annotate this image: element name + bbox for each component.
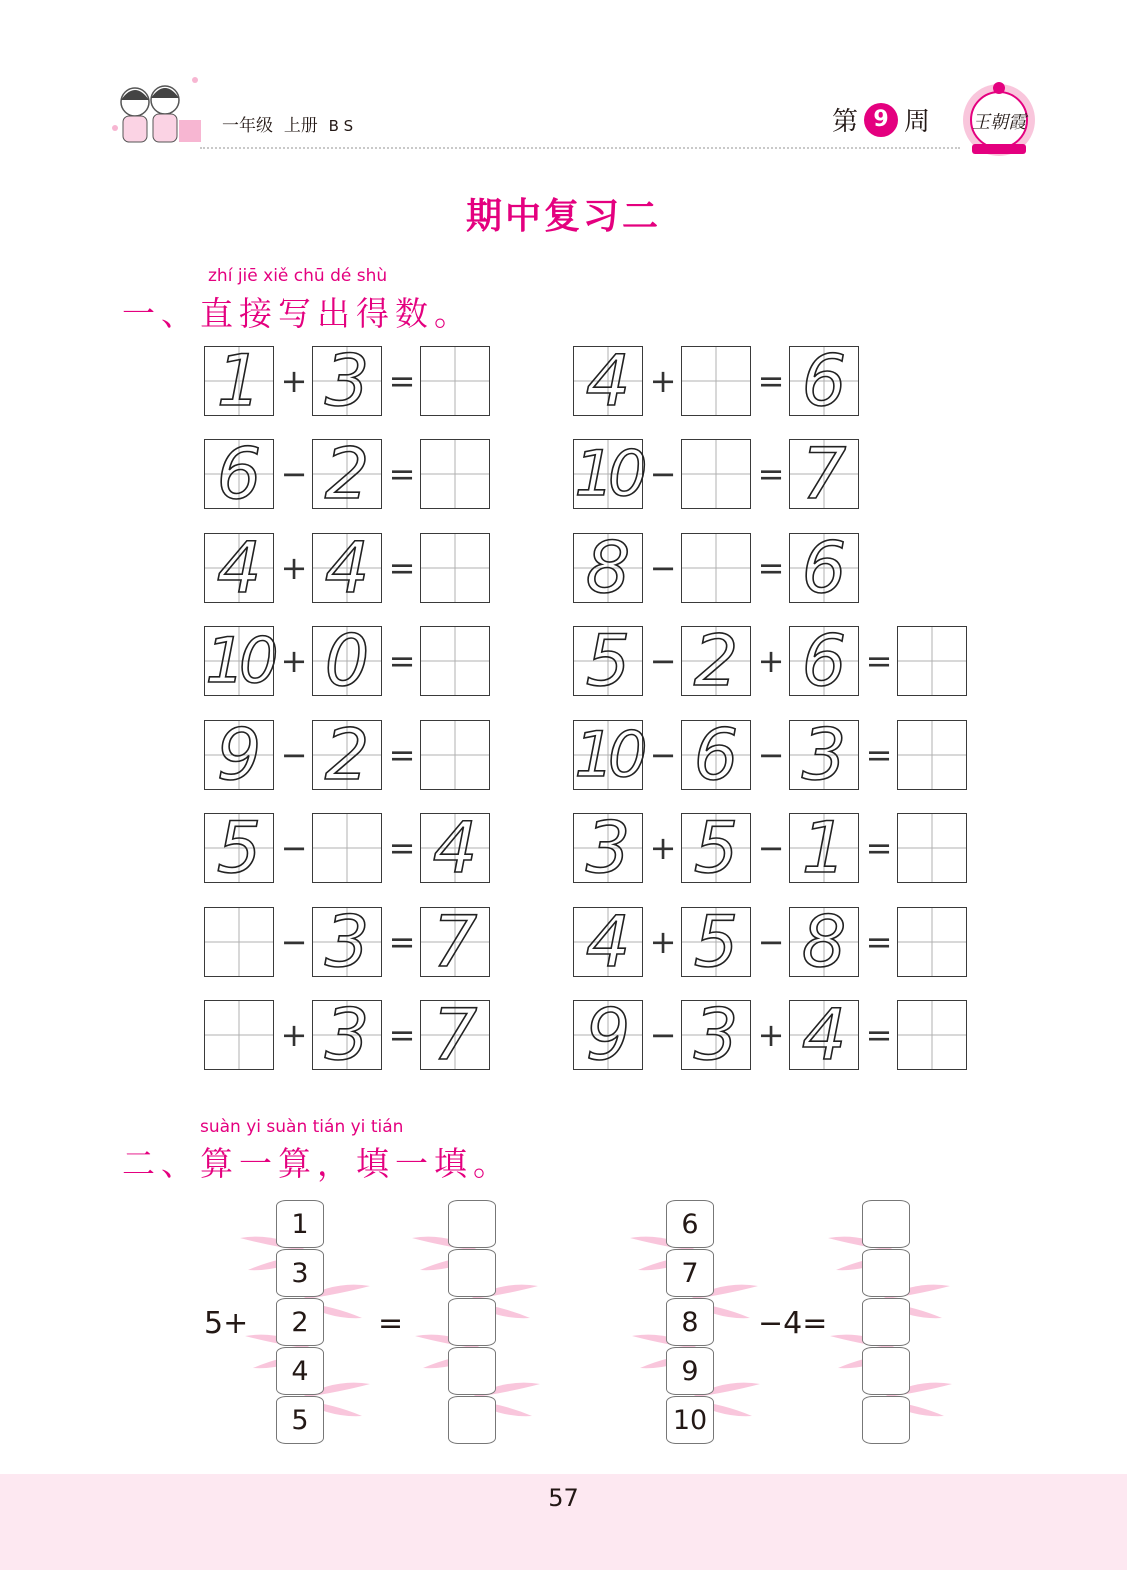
bamboo-answer-segment[interactable] (862, 1249, 910, 1297)
answer-box[interactable] (681, 533, 751, 603)
minus-sign: − (280, 736, 308, 774)
bamboo-answer-segment[interactable] (862, 1200, 910, 1248)
equals-sign: = (757, 455, 785, 493)
bamboo-segment: 7 (666, 1249, 714, 1297)
minus-sign: − (649, 455, 677, 493)
digit-box: 3 (312, 346, 382, 416)
digit-box: 7 (789, 439, 859, 509)
bamboo-segment: 5 (276, 1396, 324, 1444)
equals-sign: = (388, 1016, 416, 1054)
kids-illustration-icon (105, 70, 210, 155)
digit-box: 6 (789, 626, 859, 696)
minus-sign: − (280, 455, 308, 493)
answer-box[interactable] (681, 439, 751, 509)
digit-box: 5 (573, 626, 643, 696)
bamboo-segment: 2 (276, 1298, 324, 1346)
answer-box[interactable] (420, 720, 490, 790)
bamboo-segment: 1 (276, 1200, 324, 1248)
minus-sign: − (649, 549, 677, 587)
bamboo-answer-segment[interactable] (448, 1396, 496, 1444)
section2-pinyin: suàn yi suàn tián yi tián (200, 1117, 404, 1137)
grade-label: 一年级 上册 B S (222, 116, 354, 136)
digit-box: 1 (204, 346, 274, 416)
left-expression-prefix: 5+ (204, 1306, 249, 1341)
digit-box: 2 (312, 720, 382, 790)
minus-sign: − (649, 736, 677, 774)
bamboo-answer-segment[interactable] (448, 1249, 496, 1297)
bamboo-answer-segment[interactable] (862, 1347, 910, 1395)
digit-box: 1 (789, 813, 859, 883)
digit-box: 9 (573, 1000, 643, 1070)
digit-box: 3 (573, 813, 643, 883)
digit-box: 6 (204, 439, 274, 509)
digit-box: 6 (681, 720, 751, 790)
equals-sign: = (388, 736, 416, 774)
answer-box[interactable] (681, 346, 751, 416)
plus-sign: + (280, 1016, 308, 1054)
minus-sign: − (280, 829, 308, 867)
plus-sign: + (757, 642, 785, 680)
section1-pinyin: zhí jiē xiě chū dé shù (208, 266, 388, 286)
digit-box: 10 (574, 718, 642, 791)
digit-box: 4 (573, 346, 643, 416)
digit-box: 3 (681, 1000, 751, 1070)
bamboo-segment: 3 (276, 1249, 324, 1297)
equals-sign: = (388, 455, 416, 493)
bamboo-answer-segment[interactable] (448, 1298, 496, 1346)
bamboo-answer-segment[interactable] (862, 1396, 910, 1444)
answer-box[interactable] (897, 720, 967, 790)
bamboo-segment: 6 (666, 1200, 714, 1248)
digit-box: 2 (681, 626, 751, 696)
page-title: 期中复习二 (465, 196, 661, 237)
bamboo-segment: 10 (666, 1396, 714, 1444)
plus-sign: + (649, 362, 677, 400)
answer-box[interactable] (420, 439, 490, 509)
digit-box: 5 (204, 813, 274, 883)
brand-logo (958, 78, 1040, 160)
bamboo-segment: 9 (666, 1347, 714, 1395)
equals-sign: = (388, 642, 416, 680)
digit-box: 3 (312, 907, 382, 977)
bamboo-answer-segment[interactable] (862, 1298, 910, 1346)
minus-sign: − (757, 736, 785, 774)
equals-sign: = (388, 829, 416, 867)
plus-sign: + (649, 923, 677, 961)
equals-sign: = (757, 362, 785, 400)
equals-sign: = (865, 642, 893, 680)
equals-sign: = (388, 549, 416, 587)
digit-box: 10 (205, 624, 273, 697)
answer-box[interactable] (897, 1000, 967, 1070)
equals-sign: = (757, 549, 785, 587)
answer-box[interactable] (420, 626, 490, 696)
minus-sign: − (757, 829, 785, 867)
equals-sign: = (865, 923, 893, 961)
minus-sign: − (757, 923, 785, 961)
answer-box[interactable] (204, 1000, 274, 1070)
bamboo-segment: 4 (276, 1347, 324, 1395)
page-number: 57 (548, 1484, 579, 1512)
digit-box: 3 (789, 720, 859, 790)
section2-heading: 二、算一算，填一填。 (122, 1144, 512, 1183)
left-equals-sign: = (378, 1306, 404, 1341)
digit-box: 7 (420, 907, 490, 977)
bamboo-answer-segment[interactable] (448, 1200, 496, 1248)
plus-sign: + (280, 642, 308, 680)
answer-box[interactable] (420, 346, 490, 416)
bamboo-segment: 8 (666, 1298, 714, 1346)
digit-box: 4 (204, 533, 274, 603)
right-expression-suffix: −4= (758, 1306, 828, 1341)
plus-sign: + (757, 1016, 785, 1054)
digit-box: 3 (312, 1000, 382, 1070)
answer-box[interactable] (897, 813, 967, 883)
plus-sign: + (280, 549, 308, 587)
answer-box[interactable] (897, 907, 967, 977)
section1-heading: 一、直接写出得数。 (122, 294, 473, 333)
digit-box: 10 (574, 437, 642, 510)
answer-box[interactable] (897, 626, 967, 696)
plus-sign: + (649, 829, 677, 867)
brand-logo-text: 王朝霞 (972, 112, 1026, 133)
digit-box: 8 (573, 533, 643, 603)
week-indicator: 第 9 周 (832, 101, 930, 138)
answer-box[interactable] (312, 813, 382, 883)
digit-box: 5 (681, 907, 751, 977)
digit-box: 4 (789, 1000, 859, 1070)
digit-box: 0 (312, 626, 382, 696)
digit-box: 7 (420, 1000, 490, 1070)
digit-box: 2 (312, 439, 382, 509)
digit-box: 6 (789, 533, 859, 603)
answer-box[interactable] (420, 533, 490, 603)
equals-sign: = (865, 829, 893, 867)
digit-box: 4 (420, 813, 490, 883)
digit-box: 6 (789, 346, 859, 416)
header-divider (200, 147, 960, 149)
bamboo-answer-segment[interactable] (448, 1347, 496, 1395)
equals-sign: = (388, 362, 416, 400)
minus-sign: − (280, 923, 308, 961)
plus-sign: + (280, 362, 308, 400)
week-number-badge: 9 (864, 103, 898, 137)
digit-box: 9 (204, 720, 274, 790)
minus-sign: − (649, 642, 677, 680)
answer-box[interactable] (204, 907, 274, 977)
digit-box: 4 (312, 533, 382, 603)
minus-sign: − (649, 1016, 677, 1054)
digit-box: 5 (681, 813, 751, 883)
equals-sign: = (388, 923, 416, 961)
digit-box: 8 (789, 907, 859, 977)
digit-box: 4 (573, 907, 643, 977)
equals-sign: = (865, 736, 893, 774)
equals-sign: = (865, 1016, 893, 1054)
